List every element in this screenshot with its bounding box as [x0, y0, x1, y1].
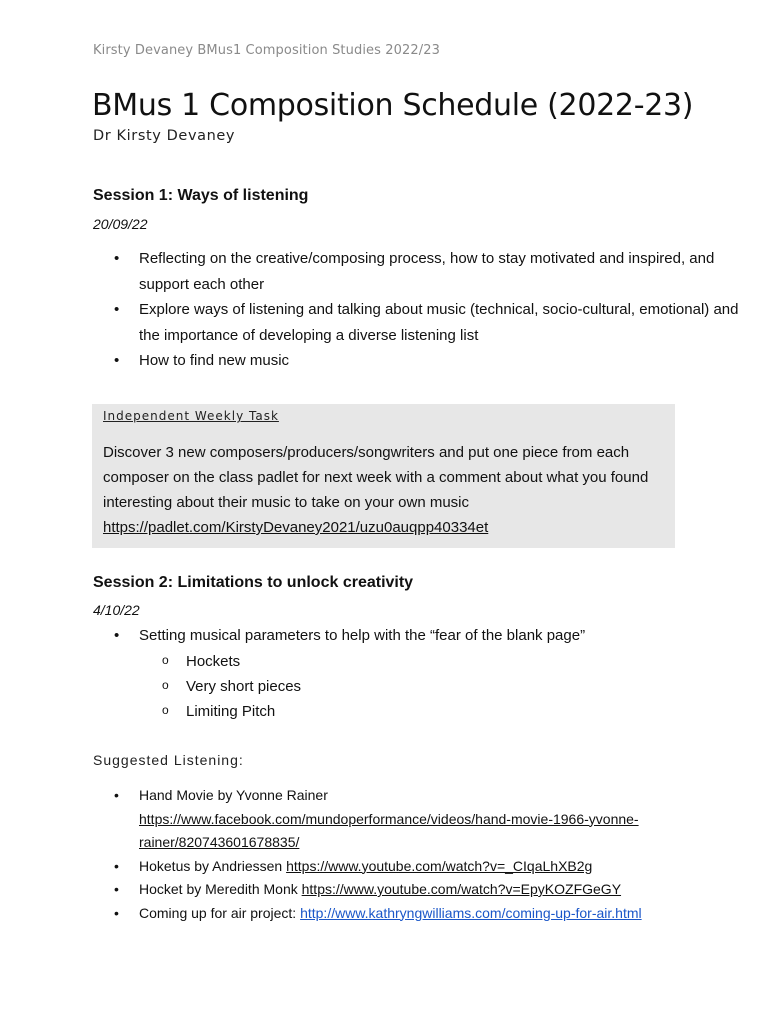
- listening-item-text: Coming up for air project:: [139, 904, 301, 921]
- session-2-date: 4/10/22: [93, 602, 140, 618]
- list-item: • Setting musical parameters to help with the “fear of the blank page”: [93, 623, 759, 649]
- suggested-listening-label: Suggested Listening:: [93, 752, 244, 768]
- sub-list-item: o Limiting Pitch: [147, 699, 301, 724]
- listening-item-text: Hocket by Meredith Monk: [139, 881, 302, 897]
- list-item: • How to find new music: [93, 348, 759, 374]
- suggested-listening-list: [93, 784, 699, 925]
- listening-item: [93, 855, 699, 879]
- sub-list-item: o Very short pieces: [147, 674, 301, 699]
- padlet-link[interactable]: https://padlet.com/KirstyDevaney2021/uzu0auqpp40334et: [103, 519, 489, 536]
- independent-task-box: [92, 404, 675, 548]
- listening-link[interactable]: http://www.kathryngwilliams.com/coming-up-for-air.html: [300, 904, 642, 921]
- task-description: Discover 3 new composers/producers/songwriters and put one piece from each composer on the class padlet for next week with a comment about what you found interesting about their music to take on your own music: [103, 444, 649, 511]
- session-1-heading: Session 1: Ways of listening: [93, 187, 309, 204]
- listening-link[interactable]: https://www.facebook.com/mundoperformance/videos/hand-movie-1966-yvonne-rainer/820743601678835/: [139, 810, 639, 850]
- listening-item: [93, 878, 699, 902]
- listening-item-text: Hoketus by Andriessen: [139, 857, 287, 874]
- document-author: Dr Kirsty Devaney: [93, 128, 236, 144]
- list-item: • Reflecting on the creative/composing process, how to stay motivated and inspired, and support each other: [93, 246, 759, 297]
- session-2-sub-list: [147, 649, 301, 724]
- session-1-date: 20/09/22: [93, 216, 148, 232]
- listening-item: [93, 784, 699, 855]
- listening-link[interactable]: https://www.youtube.com/watch?v=_CIqaLhXB2g: [286, 857, 593, 874]
- session-2-heading: Session 2: Limitations to unlock creativity: [93, 574, 414, 591]
- task-label: Independent Weekly Task: [103, 409, 279, 423]
- listening-link[interactable]: https://www.youtube.com/watch?v=EpyKOZFGeGY: [301, 881, 622, 897]
- listening-item-text: Hand Movie by Yvonne Rainer: [139, 787, 328, 803]
- listening-item: [93, 902, 699, 926]
- document-title: BMus 1 Composition Schedule (2022-23): [92, 88, 694, 123]
- session-1-bullet-list: [93, 246, 759, 374]
- task-text: [103, 440, 673, 540]
- session-2-bullet-list: [93, 623, 759, 649]
- list-item: • Explore ways of listening and talking about music (technical, socio-cultural, emotional) and the importance of developing a diverse listening list: [93, 297, 759, 348]
- sub-list-item: o Hockets: [147, 649, 301, 674]
- running-header: Kirsty Devaney BMus1 Composition Studies 2022/23: [93, 43, 440, 58]
